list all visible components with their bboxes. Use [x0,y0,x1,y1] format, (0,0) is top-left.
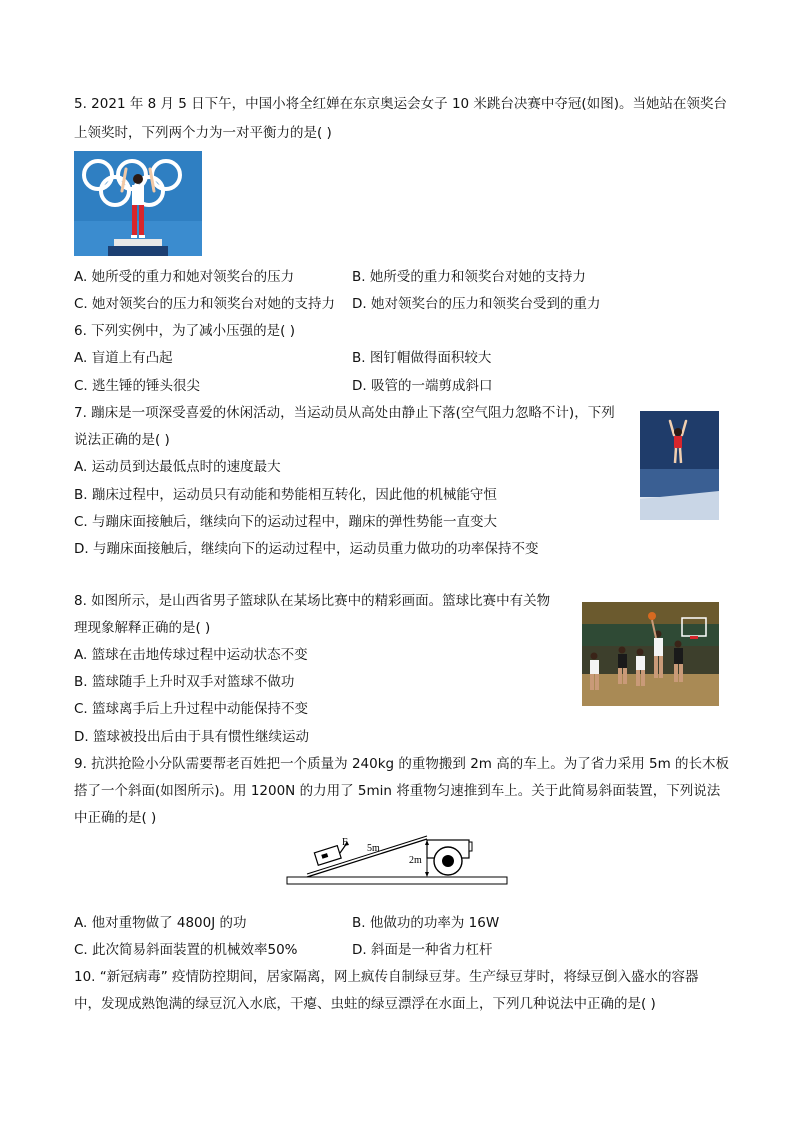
slope-length-label: 5m [367,843,380,854]
basketball-photo [582,602,719,706]
q5-option-b[interactable]: B. 她所受的重力和领奖台对她的支持力 [352,269,586,285]
q8-stem-line2: 理现象解释正确的是( ) [74,620,211,636]
q7-stem-line2: 说法正确的是( ) [74,432,170,448]
q6-option-c[interactable]: C. 逃生锤的锤头很尖 [74,378,201,394]
q7-stem-line1: 7. 蹦床是一项深受喜爱的休闲活动，当运动员从高处由静止下落(空气阻力忽略不计)，下列 [74,405,615,421]
q5-option-d[interactable]: D. 她对领奖台的压力和领奖台受到的重力 [352,296,601,312]
trampoline-photo [640,411,719,520]
q9-stem-line1: 9. 抗洪抢险小分队需要帮老百姓把一个质量为 240kg 的重物搬到 2m 高的车上。为了省力采用 5m 的长木板 [74,756,730,772]
q9-option-a[interactable]: A. 他对重物做了 4800J 的功 [74,915,247,931]
q5-stem-line1: 5. 2021 年 8 月 5 日下午，中国小将全红婵在东京奥运会女子 10 米跳台决赛中夺冠(如图)。当她站在领奖台 [74,96,727,112]
height-label: 2m [409,855,422,866]
q9-option-b[interactable]: B. 他做功的功率为 16W [352,915,500,931]
load-box [314,846,341,866]
q9-stem-line3: 中正确的是( ) [74,810,157,826]
olympic-podium-photo [74,151,202,256]
incline-diagram [285,833,510,888]
q5-stem-line2: 上领奖时，下列两个力为一对平衡力的是( ) [74,125,332,141]
q10-stem-line1: 10. “新冠病毒” 疫情防控期间，居家隔离，网上疯传自制绿豆芽。生产绿豆芽时，将绿豆倒入盛水的容器 [74,969,699,985]
q7-option-c[interactable]: C. 与蹦床面接触后，继续向下的运动过程中，蹦床的弹性势能一直变大 [74,514,498,530]
q7-option-d[interactable]: D. 与蹦床面接触后，继续向下的运动过程中，运动员重力做功的功率保持不变 [74,541,539,557]
q10-stem-line2: 中，发现成熟饱满的绿豆沉入水底，干瘪、虫蛀的绿豆漂浮在水面上，下列几种说法中正确的是( ) [74,996,656,1012]
q7-option-a[interactable]: A. 运动员到达最低点时的速度最大 [74,459,281,475]
q5-option-c[interactable]: C. 她对领奖台的压力和领奖台对她的支持力 [74,296,336,312]
q8-option-d[interactable]: D. 篮球被投出后由于具有惯性继续运动 [74,729,309,745]
q6-stem: 6. 下列实例中，为了减小压强的是( ) [74,323,295,339]
q8-option-c[interactable]: C. 篮球离手后上升过程中动能保持不变 [74,701,309,717]
q8-option-a[interactable]: A. 篮球在击地传球过程中运动状态不变 [74,647,308,663]
q9-stem-line2: 搭了一个斜面(如图所示)。用 1200N 的力用了 5min 将重物匀速推到车上。关于此简易斜面装置，下列说法 [74,783,721,799]
q8-stem-line1: 8. 如图所示，是山西省男子篮球队在某场比赛中的精彩画面。篮球比赛中有关物 [74,593,551,609]
q5-option-a[interactable]: A. 她所受的重力和她对领奖台的压力 [74,269,295,285]
q6-option-d[interactable]: D. 吸管的一端剪成斜口 [352,378,493,394]
q6-option-a[interactable]: A. 盲道上有凸起 [74,350,173,366]
q9-option-d[interactable]: D. 斜面是一种省力杠杆 [352,942,493,958]
q9-option-c[interactable]: C. 此次简易斜面装置的机械效率50% [74,942,298,958]
q8-option-b[interactable]: B. 篮球随手上升时双手对篮球不做功 [74,674,295,690]
ground-line [287,877,507,884]
force-label: F [342,837,348,848]
q7-option-b[interactable]: B. 蹦床过程中，运动员只有动能和势能相互转化，因此他的机械能守恒 [74,487,497,503]
q6-option-b[interactable]: B. 图钉帽做得面积较大 [352,350,492,366]
